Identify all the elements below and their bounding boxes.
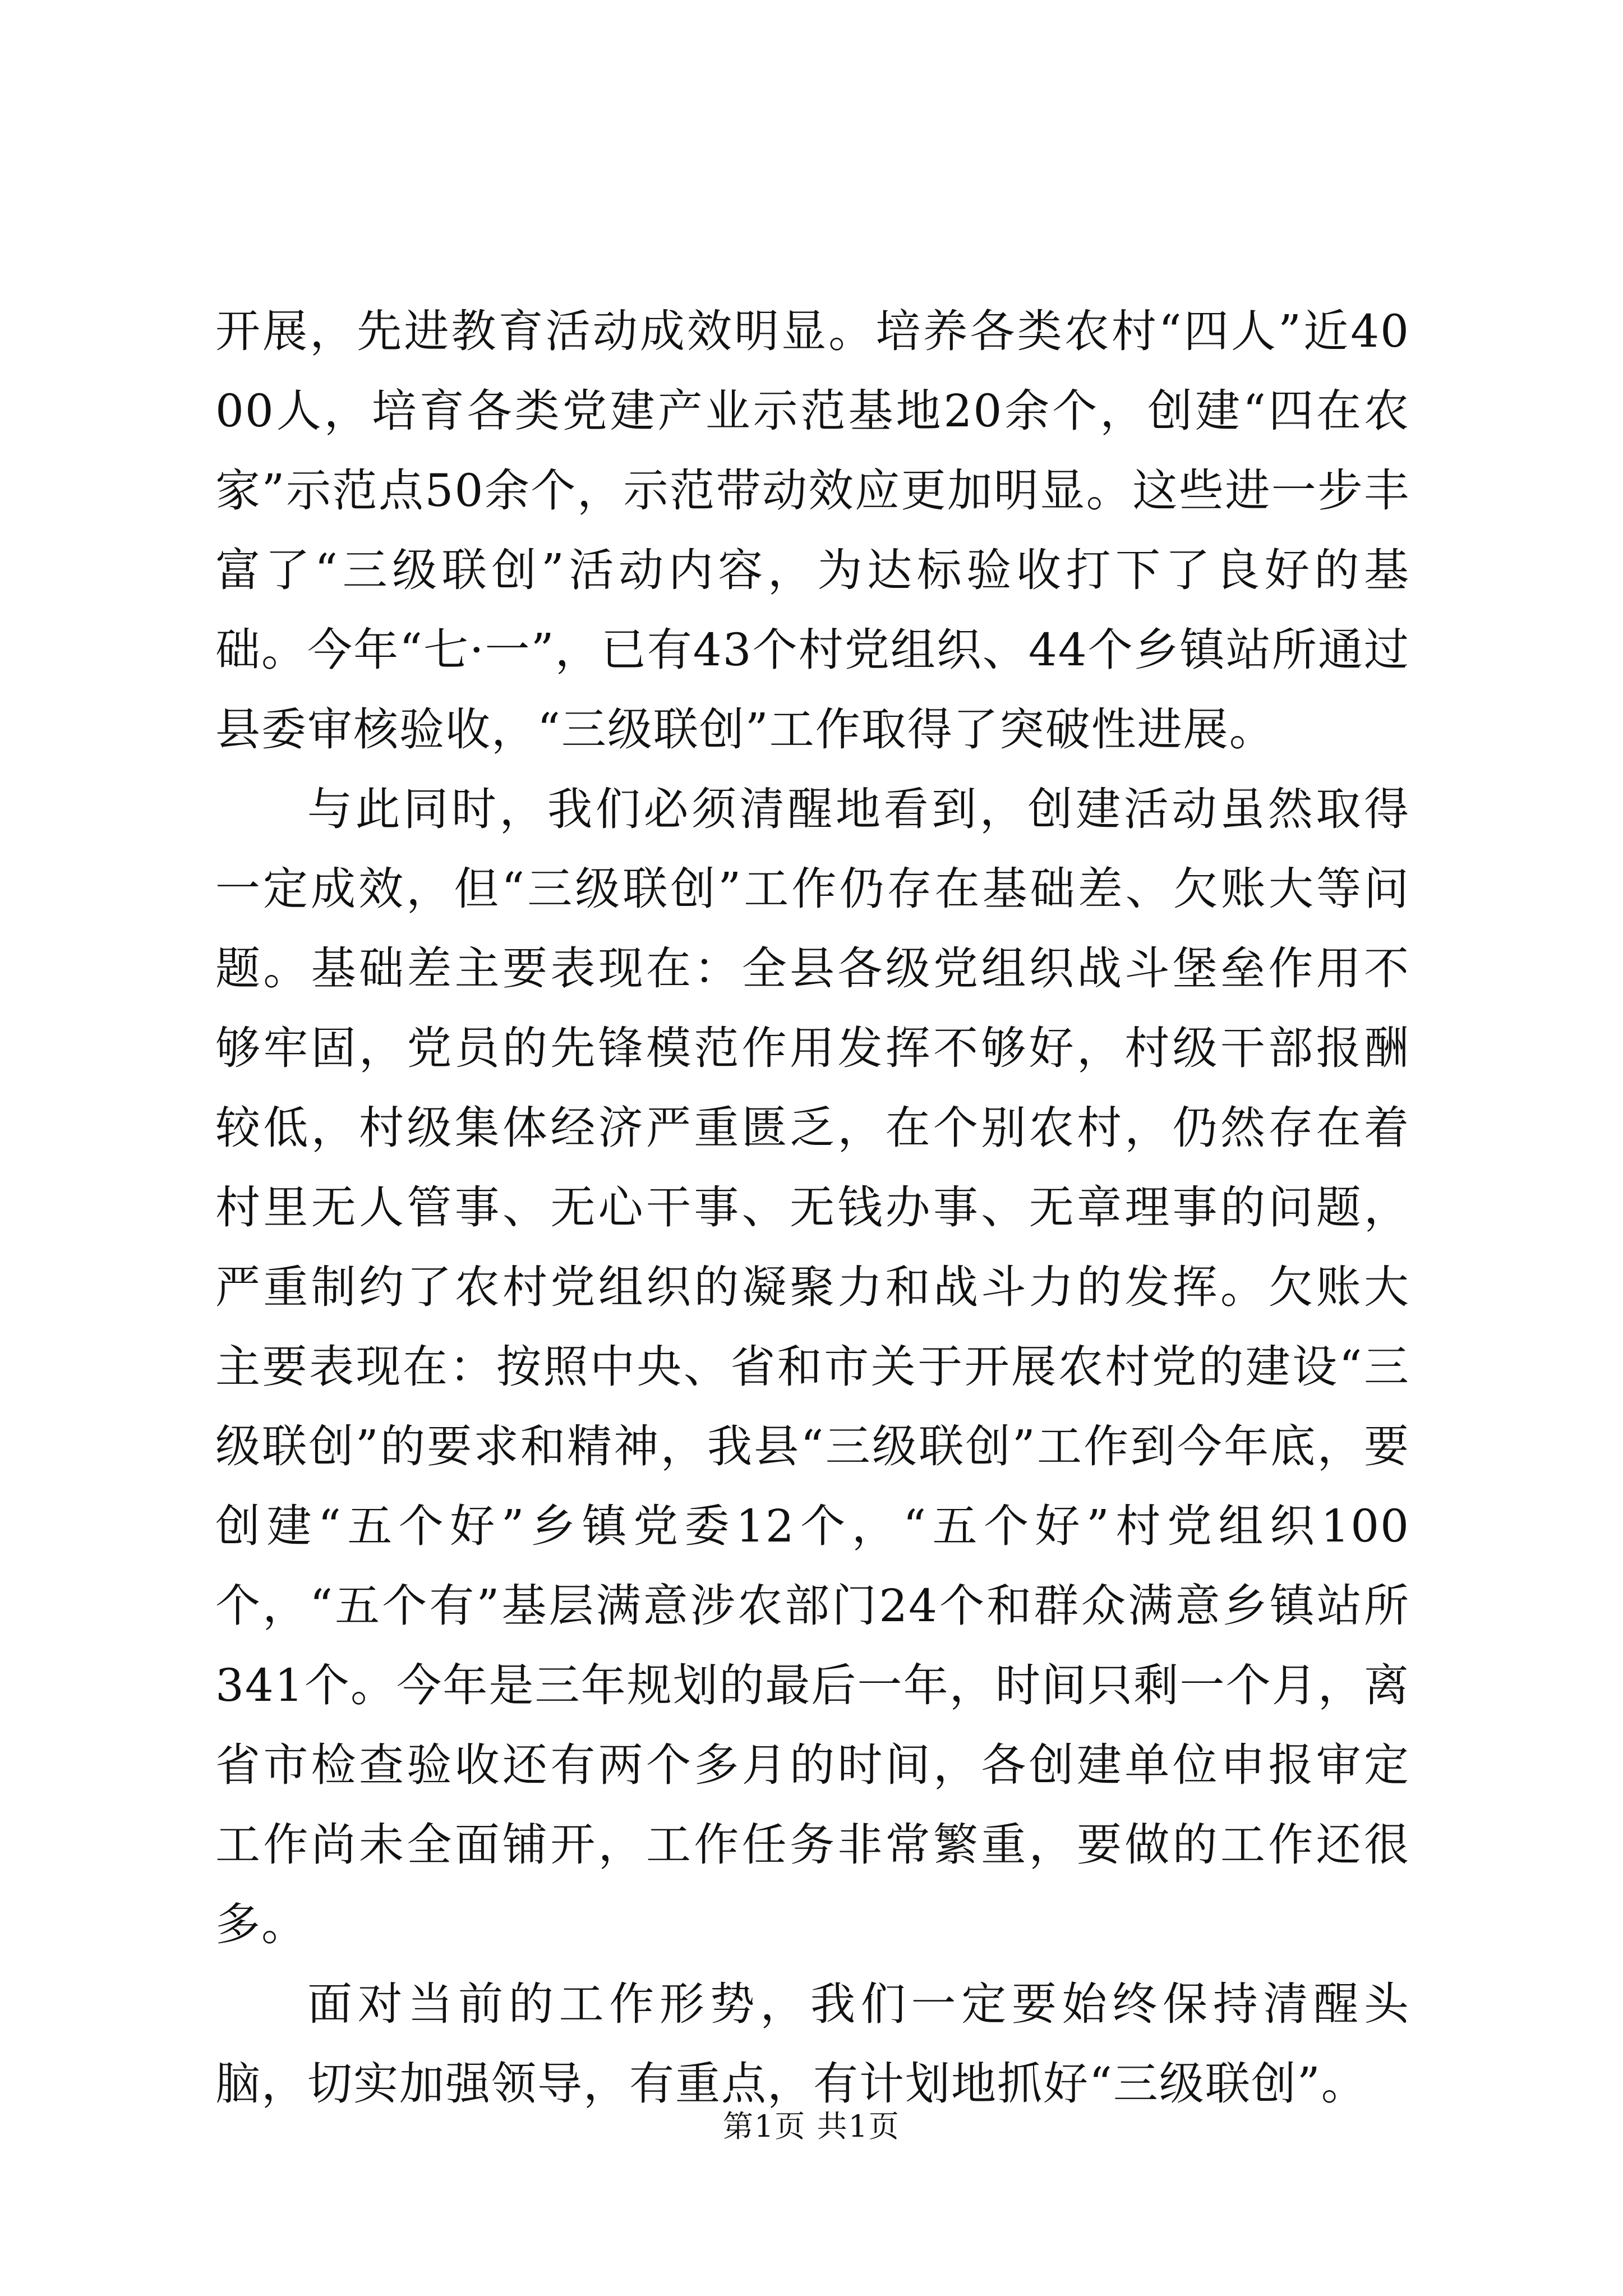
page-footer: 第1页 共1页 <box>723 2109 900 2144</box>
document-body <box>215 292 1410 2124</box>
paragraph-1: 开展，先进教育活动成效明显。培养各类农村“四人”近4000人，培育各类党建产业示范基地20余个，创建“四在农家”示范点50余个，示范带动效应更加明显。这些进一步丰富了“三级联创”活动内容，为达标验收打下了良好的基础。今年“七·一”，已有43个村党组织、44个乡镇站所通过县委审核验收，“三级联创”工作取得了突破性进展。 <box>215 305 1410 756</box>
paragraph-2: 与此同时，我们必须清醒地看到，创建活动虽然取得一定成效，但“三级联创”工作仍存在基础差、欠账大等问题。基础差主要表现在：全县各级党组织战斗堡垒作用不够牢固，党员的先锋模范作用发挥不够好，村级干部报酬较低，村级集体经济严重匮乏，在个别农村，仍然存在着村里无人管事、无心干事、无钱办事、无章理事的问题，严重制约了农村党组织的凝聚力和战斗力的发挥。欠账大主要表现在：按照中央、省和市关于开展农村党的建设“三级联创”的要求和精神，我县“三级联创”工作到今年底，要创建“五个好”乡镇党委12个，“五个好”村党组织100个，“五个有”基层满意涉农部门24个和群众满意乡镇站所341个。今年是三年规划的最后一年，时间只剩一个月，离省市检查验收还有两个多月的时间，各创建单位申报审定工作尚未全面铺开，工作任务非常繁重，要做的工作还很多。 <box>215 783 1410 1950</box>
paragraph-3: 面对当前的工作形势，我们一定要始终保持清醒头脑，切实加强领导，有重点，有计划地抓好“三级联创”。 <box>215 1978 1410 2110</box>
